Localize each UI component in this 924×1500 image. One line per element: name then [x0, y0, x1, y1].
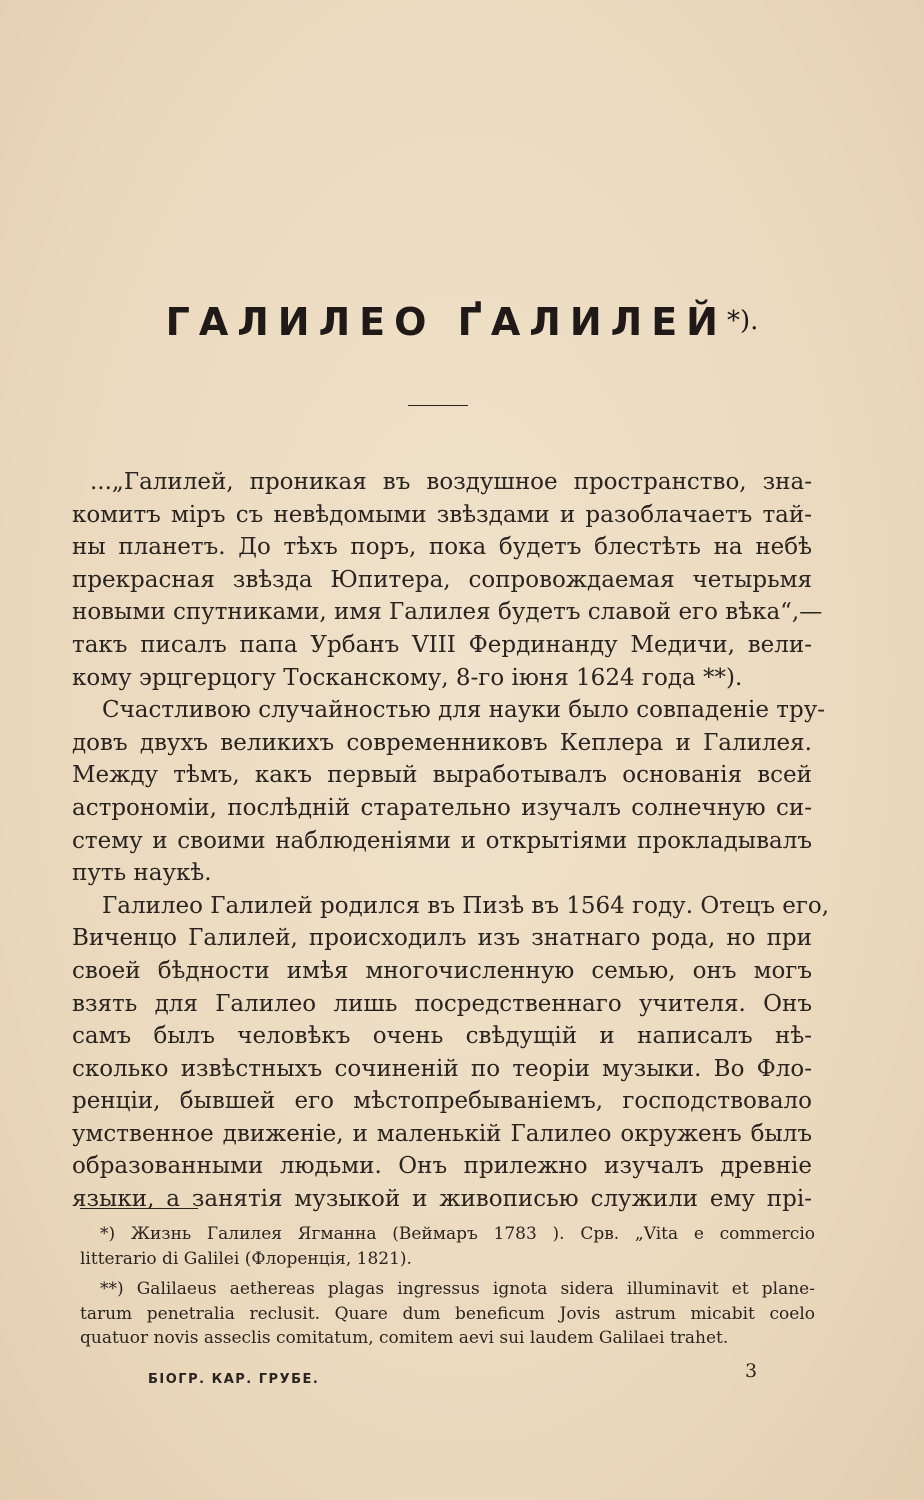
text-line: ренціи, бывшей его мѣстопребываніемъ, господствовало [72, 1088, 812, 1115]
body-text [72, 466, 830, 1216]
paragraph [72, 466, 823, 694]
chapter-title-text: ГАЛИЛЕО ҐАЛИЛЕЙ [165, 300, 727, 344]
text-line: сколько извѣстныхъ сочиненій по теоріи музыки. Во Фло- [72, 1055, 812, 1082]
text-line: стему и своими наблюденіями и открытіями прокладывалъ [72, 827, 812, 854]
text-line: Галилео Галилей родился въ Пизѣ въ 1564 году. Отецъ его, [102, 892, 830, 919]
text-line: такъ писалъ папа Урбанъ VIII Фердинанду Медичи, вели- [72, 631, 812, 658]
text-line: Виченцо Галилей, происходилъ изъ знатнаго рода, но при [72, 925, 812, 952]
footnote-line: **) Galilaeus aethereas plagas ingressus ignota sidera illuminavit et plane- [100, 1279, 815, 1299]
text-line: кому эрцгерцогу Тосканскому, 8-го іюня 1624 года **). [72, 664, 743, 691]
text-line: ны планетъ. До тѣхъ поръ, пока будетъ блестѣть на небѣ [72, 534, 812, 561]
paragraph [72, 890, 830, 1216]
page-number: 3 [745, 1360, 758, 1382]
text-line: самъ былъ человѣкъ очень свѣдущій и написалъ нѣ- [72, 1023, 812, 1050]
footnote-line: tarum penetralia reclusit. Quare dum beneficum Jovis astrum micabit coelo [80, 1303, 815, 1324]
text-line: образованными людьми. Онъ прилежно изучалъ древніе [72, 1153, 812, 1180]
footnote-divider [80, 1208, 198, 1209]
footnote [80, 1222, 815, 1271]
text-line: ...„Галилей, проникая въ воздушное пространство, зна- [90, 469, 812, 495]
text-line: путь наукѣ. [72, 860, 212, 887]
text-line: своей бѣдности имѣя многочисленную семью, онъ могъ [72, 957, 812, 984]
paragraph [72, 694, 826, 890]
text-line: Между тѣмъ, какъ первый выработывалъ основанія всей [72, 762, 812, 789]
chapter-title [0, 300, 924, 344]
printer-signature: БІОГР. КАР. ГРУБЕ. [148, 1372, 320, 1387]
text-line: довъ двухъ великихъ современниковъ Кеплера и Галилея. [72, 729, 812, 756]
text-line: языки, а занятія музыкой и живописью служили ему прі- [72, 1186, 812, 1213]
text-line: Счастливою случайностью для науки было совпаденіе тру- [102, 697, 826, 724]
page-footer [0, 1360, 924, 1390]
footnote-line: *) Жизнь Галилея Ягманна (Веймаръ 1783 ). Срв. „Vita e commercio [100, 1224, 815, 1244]
footnote-line: quatuor novis asseclis comitatum, comitem aevi sui laudem Galilaei trahet. [80, 1328, 729, 1348]
text-line: взять для Галилео лишь посредственнаго учителя. Онъ [72, 990, 812, 1017]
footnote [80, 1277, 815, 1351]
text-line: умственное движеніе, и маленькій Галилео окруженъ былъ [72, 1120, 812, 1147]
footnotes [80, 1222, 815, 1357]
text-line: астрономіи, послѣдній старательно изучалъ солнечную си- [72, 794, 812, 821]
text-line: комитъ міръ съ невѣдомыми звѣздами и разоблачаетъ тай- [72, 501, 812, 528]
footnote-line: litterario di Galilei (Флоренція, 1821). [80, 1248, 412, 1269]
footnote-reference-mark: *). [726, 306, 759, 336]
title-divider [408, 405, 468, 406]
text-line: новыми спутниками, имя Галилея будетъ славой его вѣка“,— [72, 599, 823, 626]
text-line: прекрасная звѣзда Юпитера, сопровождаемая четырьмя [72, 566, 812, 593]
